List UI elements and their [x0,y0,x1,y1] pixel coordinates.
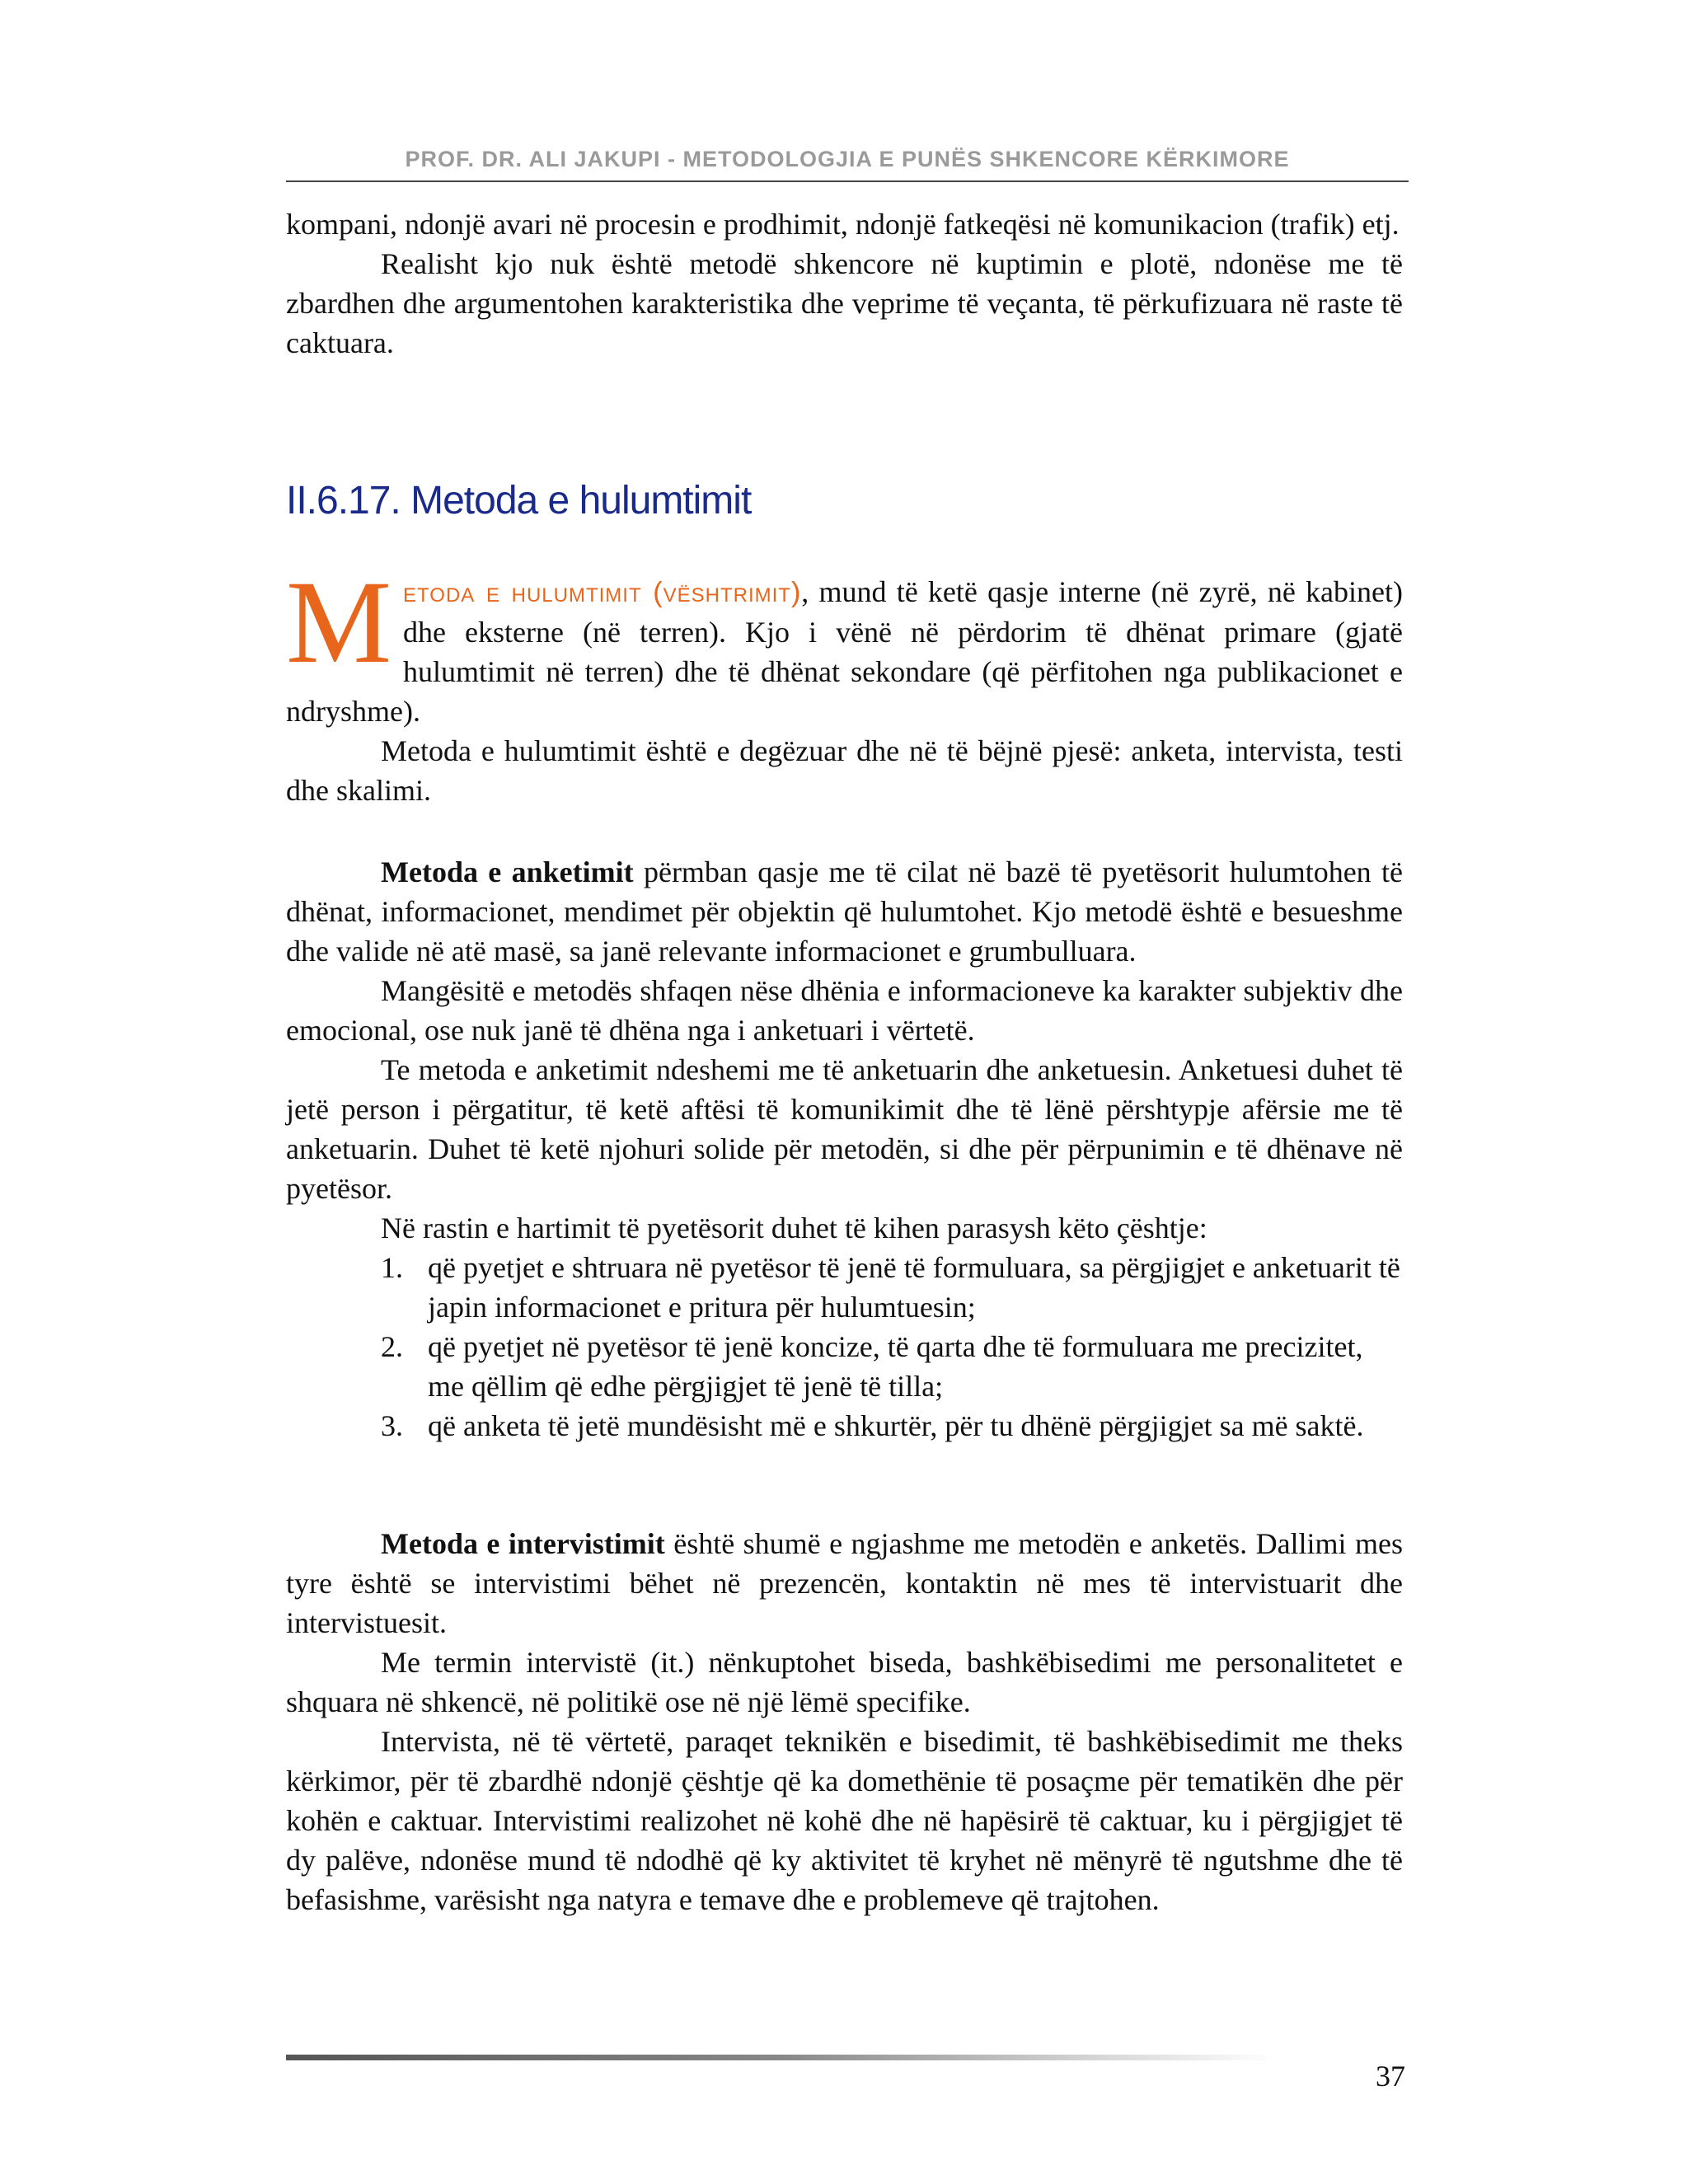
anketa-paragraph-3: Te metoda e anketimit ndeshemi me të anketuarin dhe anketuesin. Anketuesi duhet të jetë person i përgatitur, të ketë aftësi të komunikimit dhe të lënë përshtypje afërsie me të anketuarin. Duhet të ketë njohuri solide për metodën, si dhe për përpunimin e të dhënave në pyetësor. [286,1053,1403,1205]
list-item-text: që pyetjet e shtruara në pyetësor të jenë të formuluara, sa përgjigjet e anketuarit të japin informacionet e pritura për hulumtuesin; [428,1251,1400,1324]
section-body [286,557,1403,810]
intervista-paragraph-2: Me termin intervistë (it.) nënkuptohet biseda, bashkëbisedimi me personalitetet e shquara në shkencë, në politikë ose në një lëmë specifike. [286,1646,1403,1718]
anketa-block [286,852,1403,1446]
list-item [286,1327,1403,1406]
section-paragraph-1 [286,557,1403,731]
anketa-paragraph-1 [286,852,1403,971]
drop-cap: M [286,557,392,688]
list-item-number: 1. [381,1251,403,1284]
anketa-paragraph-2: Mangësitë e metodës shfaqen nëse dhënia e informacioneve ka karakter subjektiv dhe emocional, ose nuk janë të dhëna nga i anketuari i vërtetë. [286,974,1403,1047]
lead-in-text: etoda e hulumtimit (vështrimit) [403,577,802,608]
page-number: 37 [1376,2060,1405,2093]
list-item-number: 3. [381,1409,403,1442]
intervista-paragraph-3: Intervista, në të vërtetë, paraqet teknikën e bisedimit, të bashkëbisedimit me theks kërkimor, për të zbardhë ndonjë çështje që ka domethënie të posaçme për tematikën dhe për kohën e caktuar. Intervistimi realizohet në kohë dhe në hapësirë të caktuar, ku i përgjigjet të dy palëve, ndonëse mund të ndodhë që ky aktivitet të kryhet në mënyrë të ngutshme dhe të befasishme, varësisht nga natyra e temave dhe e problemeve që trajtohen. [286,1725,1403,1916]
list-item-text: që pyetjet në pyetësor të jenë koncize, të qarta dhe të formuluara me precizitet, me qëllim që edhe përgjigjet të jenë të tilla; [428,1330,1363,1403]
list-item-text: që anketa të jetë mundësisht më e shkurtër, për tu dhënë përgjigjet sa më saktë. [428,1409,1364,1442]
list-item [286,1406,1403,1446]
list-item-number: 2. [381,1330,403,1363]
running-header: PROF. DR. ALI JAKUPI - METODOLOGJIA E PUNËS SHKENCORE KËRKIMORE [405,147,1290,171]
anketa-paragraph-4: Në rastin e hartimit të pyetësorit duhet të kihen parasysh këto çështje: [381,1212,1207,1244]
anketa-term: Metoda e anketimit [381,855,634,888]
questionnaire-list [286,1248,1403,1446]
section-title: II.6.17. Metoda e hulumtimit [286,479,752,523]
list-item [286,1248,1403,1327]
footer-rule [286,2055,1275,2060]
intervista-paragraph-1-text: është shumë e ngjashme me metodën e anketës. Dallimi mes tyre është se intervistimi bëhet në prezencën, kontaktin në mes të intervistuarit dhe intervistuesit. [286,1527,1403,1639]
intervista-paragraph-1 [286,1524,1403,1643]
intro-paragraph-1: kompani, ndonjë avari në procesin e prodhimit, ndonjë fatkeqësi në komunikacion (trafik) etj. [286,208,1400,241]
section-paragraph-1-text: , mund të ketë qasje interne (në zyrë, në kabinet) dhe eksterne (në terren). Kjo i vënë në përdorim të dhënat primare (gjatë hulumtimit në terren) dhe të dhënat sekondare (që përfitohen nga publikacionet e ndryshme). [286,575,1403,728]
intro-block [286,204,1403,363]
intervista-term: Metoda e intervistimit [381,1527,665,1560]
intro-paragraph-2: Realisht kjo nuk është metodë shkencore në kuptimin e plotë, ndonëse me të zbardhen dhe argumentohen karakteristika dhe veprime të veçanta, të përkufizuara në raste të caktuara. [286,247,1403,359]
header-rule [286,180,1409,182]
section-paragraph-2: Metoda e hulumtimit është e degëzuar dhe në të bëjnë pjesë: anketa, intervista, testi dhe skalimi. [286,734,1403,807]
anketa-paragraph-1-text: përmban qasje me të cilat në bazë të pyetësorit hulumtohen të dhënat, informacionet, mendimet për objektin që hulumtohet. Kjo metodë është e besueshme dhe valide në atë masë, sa janë relevante informacionet e grumbulluara. [286,855,1404,968]
intervista-block [286,1524,1403,1919]
